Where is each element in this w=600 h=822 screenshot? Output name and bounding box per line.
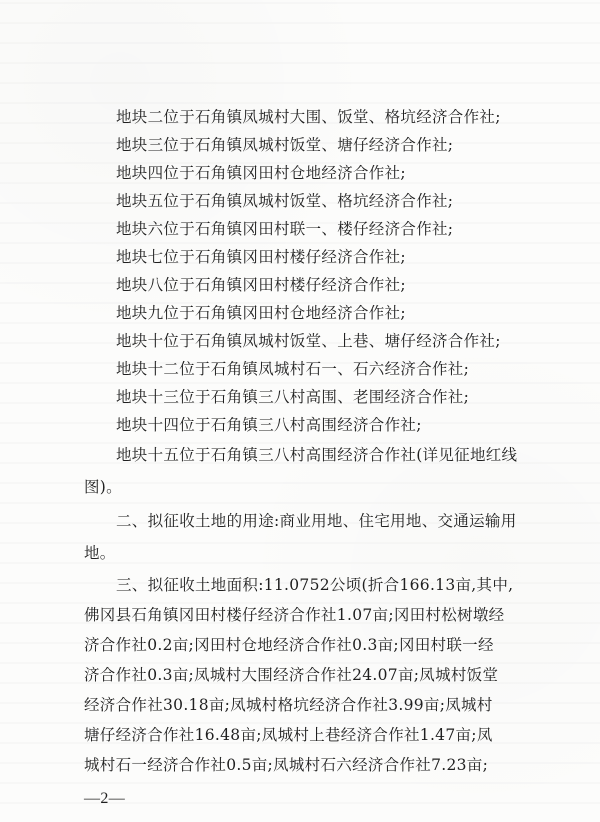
text-line: 地块九位于石角镇冈田村仓地经济合作社;: [116, 304, 406, 322]
text-line: 地块二位于石角镇凤城村大围、饭堂、格坑经济合作社;: [116, 108, 501, 126]
text-line: 地块五位于石角镇凤城村饭堂、格坑经济合作社;: [116, 192, 454, 210]
text-line: 济合作社0.3亩;凤城村大围经济合作社24.07亩;凤城村饭堂: [84, 666, 499, 684]
text-line: 地块七位于石角镇冈田村楼仔经济合作社;: [116, 248, 406, 266]
text-line: 地块四位于石角镇冈田村仓地经济合作社;: [116, 164, 406, 182]
text-line: 塘仔经济合作社16.48亩;凤城村上巷经济合作社1.47亩;凤: [84, 726, 493, 744]
text-line: 地块十四位于石角镇三八村高围经济合作社;: [116, 416, 422, 434]
text-line: 地块六位于石角镇冈田村联一、楼仔经济合作社;: [116, 220, 454, 238]
text-line: 图)。: [84, 478, 122, 496]
text-line: 城村石一经济合作社0.5亩;凤城村石六经济合作社7.23亩;: [84, 756, 489, 774]
text-line: 地块三位于石角镇凤城村饭堂、塘仔经济合作社;: [116, 136, 454, 154]
page-number: —2—: [84, 790, 126, 807]
text-line: 地块十三位于石角镇三八村高围、老围经济合作社;: [116, 388, 470, 406]
text-line: 地。: [84, 544, 116, 562]
text-line: 地块八位于石角镇冈田村楼仔经济合作社;: [116, 276, 406, 294]
text-line: 地块十位于石角镇凤城村饭堂、上巷、塘仔经济合作社;: [116, 332, 501, 350]
text-line: 地块十五位于石角镇三八村高围经济合作社(详见征地红线: [116, 446, 518, 464]
text-line: 地块十二位于石角镇凤城村石一、石六经济合作社;: [116, 360, 470, 378]
text-line: 经济合作社30.18亩;凤城村格坑经济合作社3.99亩;凤城村: [84, 696, 493, 714]
text-line: 济合作社0.2亩;冈田村仓地经济合作社0.3亩;冈田村联一经: [84, 636, 494, 654]
text-line: 佛冈县石角镇冈田村楼仔经济合作社1.07亩;冈田村松树墩经: [84, 606, 505, 624]
text-line: 二、拟征收土地的用途:商业用地、住宅用地、交通运输用: [116, 512, 517, 530]
text-line: 三、拟征收土地面积:11.0752公顷(折合166.13亩,其中,: [116, 576, 514, 594]
